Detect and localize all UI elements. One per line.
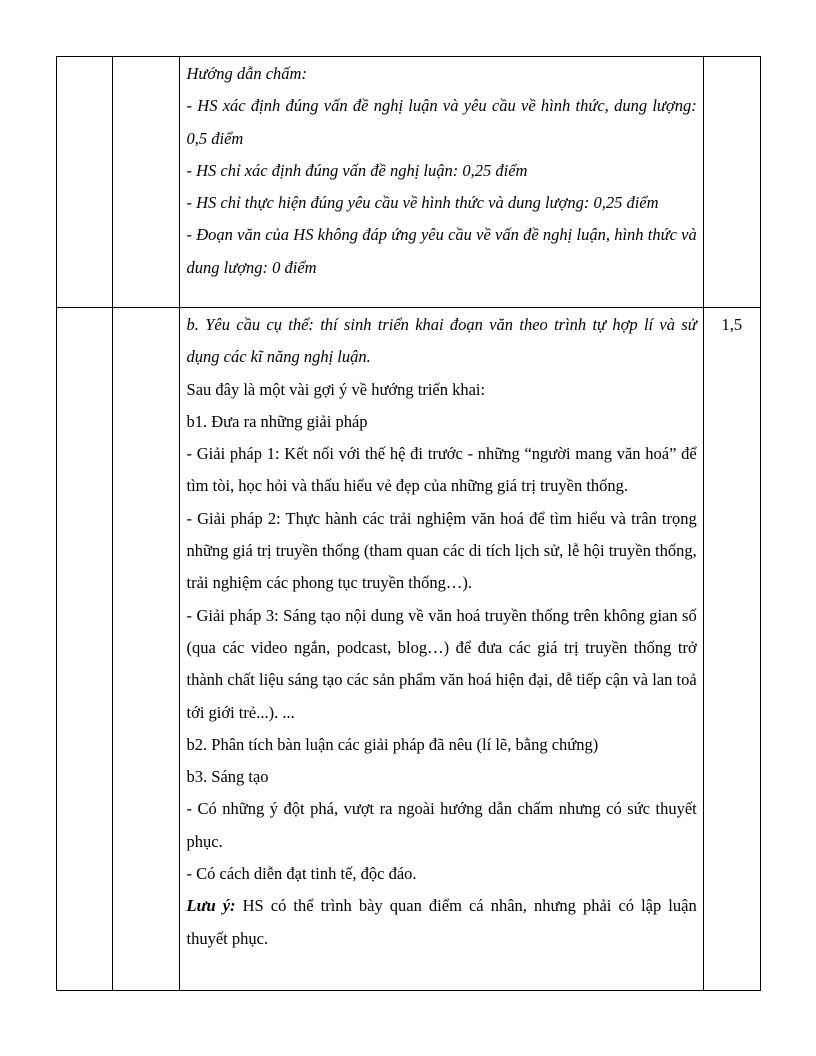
note-text: HS có thể trình bày quan điểm cá nhân, nhưng phải có lập luận thuyết phục. bbox=[186, 896, 697, 948]
score-value: 1,5 bbox=[721, 315, 743, 334]
cell-score bbox=[703, 308, 760, 991]
cell-part bbox=[57, 308, 113, 991]
grading-guide-heading: Hướng dẫn chấm: bbox=[186, 64, 307, 83]
cell-question bbox=[113, 308, 179, 991]
grading-criterion: - HS chỉ xác định đúng vấn đề nghị luận: 0,25 điểm bbox=[186, 160, 528, 180]
suggestion-intro: Sau đây là một vài gợi ý về hướng triển khai: bbox=[186, 379, 486, 399]
cell-content bbox=[179, 57, 703, 308]
score-value bbox=[704, 57, 760, 58]
note-label: Lưu ý: bbox=[186, 896, 236, 916]
grading-criterion: - HS chỉ thực hiện đúng yêu cầu về hình thức và dung lượng: 0,25 điểm bbox=[186, 193, 659, 213]
b2-line: b2. Phân tích bàn luận các giải pháp đã nêu (lí lẽ, bằng chứng) bbox=[186, 734, 599, 754]
specific-requirement: b. Yêu cầu cụ thể: thí sinh triển khai đoạn văn theo trình tự hợp lí và sử dụng các kĩ năng nghị luận. bbox=[186, 315, 697, 367]
solution-item: - Giải pháp 1: Kết nối với thế hệ đi trước - những “người mang văn hoá” để tìm tòi, học hỏi và thấu hiểu vẻ đẹp của những giá trị truyền thống. bbox=[186, 444, 697, 496]
note-paragraph bbox=[187, 890, 697, 955]
grading-table bbox=[56, 56, 761, 991]
cell-question bbox=[113, 57, 179, 308]
table-row bbox=[57, 57, 761, 308]
b1-heading: b1. Đưa ra những giải pháp bbox=[186, 411, 368, 431]
grading-criterion: - HS xác định đúng vấn đề nghị luận và yêu cầu về hình thức, dung lượng: 0,5 điểm bbox=[186, 96, 697, 148]
cell-score bbox=[703, 57, 760, 308]
creative-item: - Có những ý đột phá, vượt ra ngoài hướng dẫn chấm nhưng có sức thuyết phục. bbox=[186, 799, 697, 851]
cell-content bbox=[179, 308, 703, 991]
creative-item: - Có cách diễn đạt tinh tế, độc đáo. bbox=[186, 864, 417, 884]
grading-criterion: - Đoạn văn của HS không đáp ứng yêu cầu về vấn đề nghị luận, hình thức và dung lượng: 0 điểm bbox=[186, 225, 697, 277]
solution-item: - Giải pháp 2: Thực hành các trải nghiệm văn hoá để tìm hiểu và trân trọng những giá trị truyền thống (tham quan các di tích lịch sử, lễ hội truyền thống, trải nghiệm các phong tục truyền thống…). bbox=[186, 508, 697, 593]
solution-item: - Giải pháp 3: Sáng tạo nội dung về văn hoá truyền thống trên không gian số (qua các video ngắn, podcast, blog…) để đưa các giá trị truyền thống trở thành chất liệu sáng tạo các sản phẩm văn hoá hiện đại, dễ tiếp cận và lan toả tới giới trẻ...). ... bbox=[186, 605, 697, 722]
b3-heading: b3. Sáng tạo bbox=[186, 767, 269, 787]
cell-part bbox=[57, 57, 113, 308]
table-row bbox=[57, 308, 761, 991]
